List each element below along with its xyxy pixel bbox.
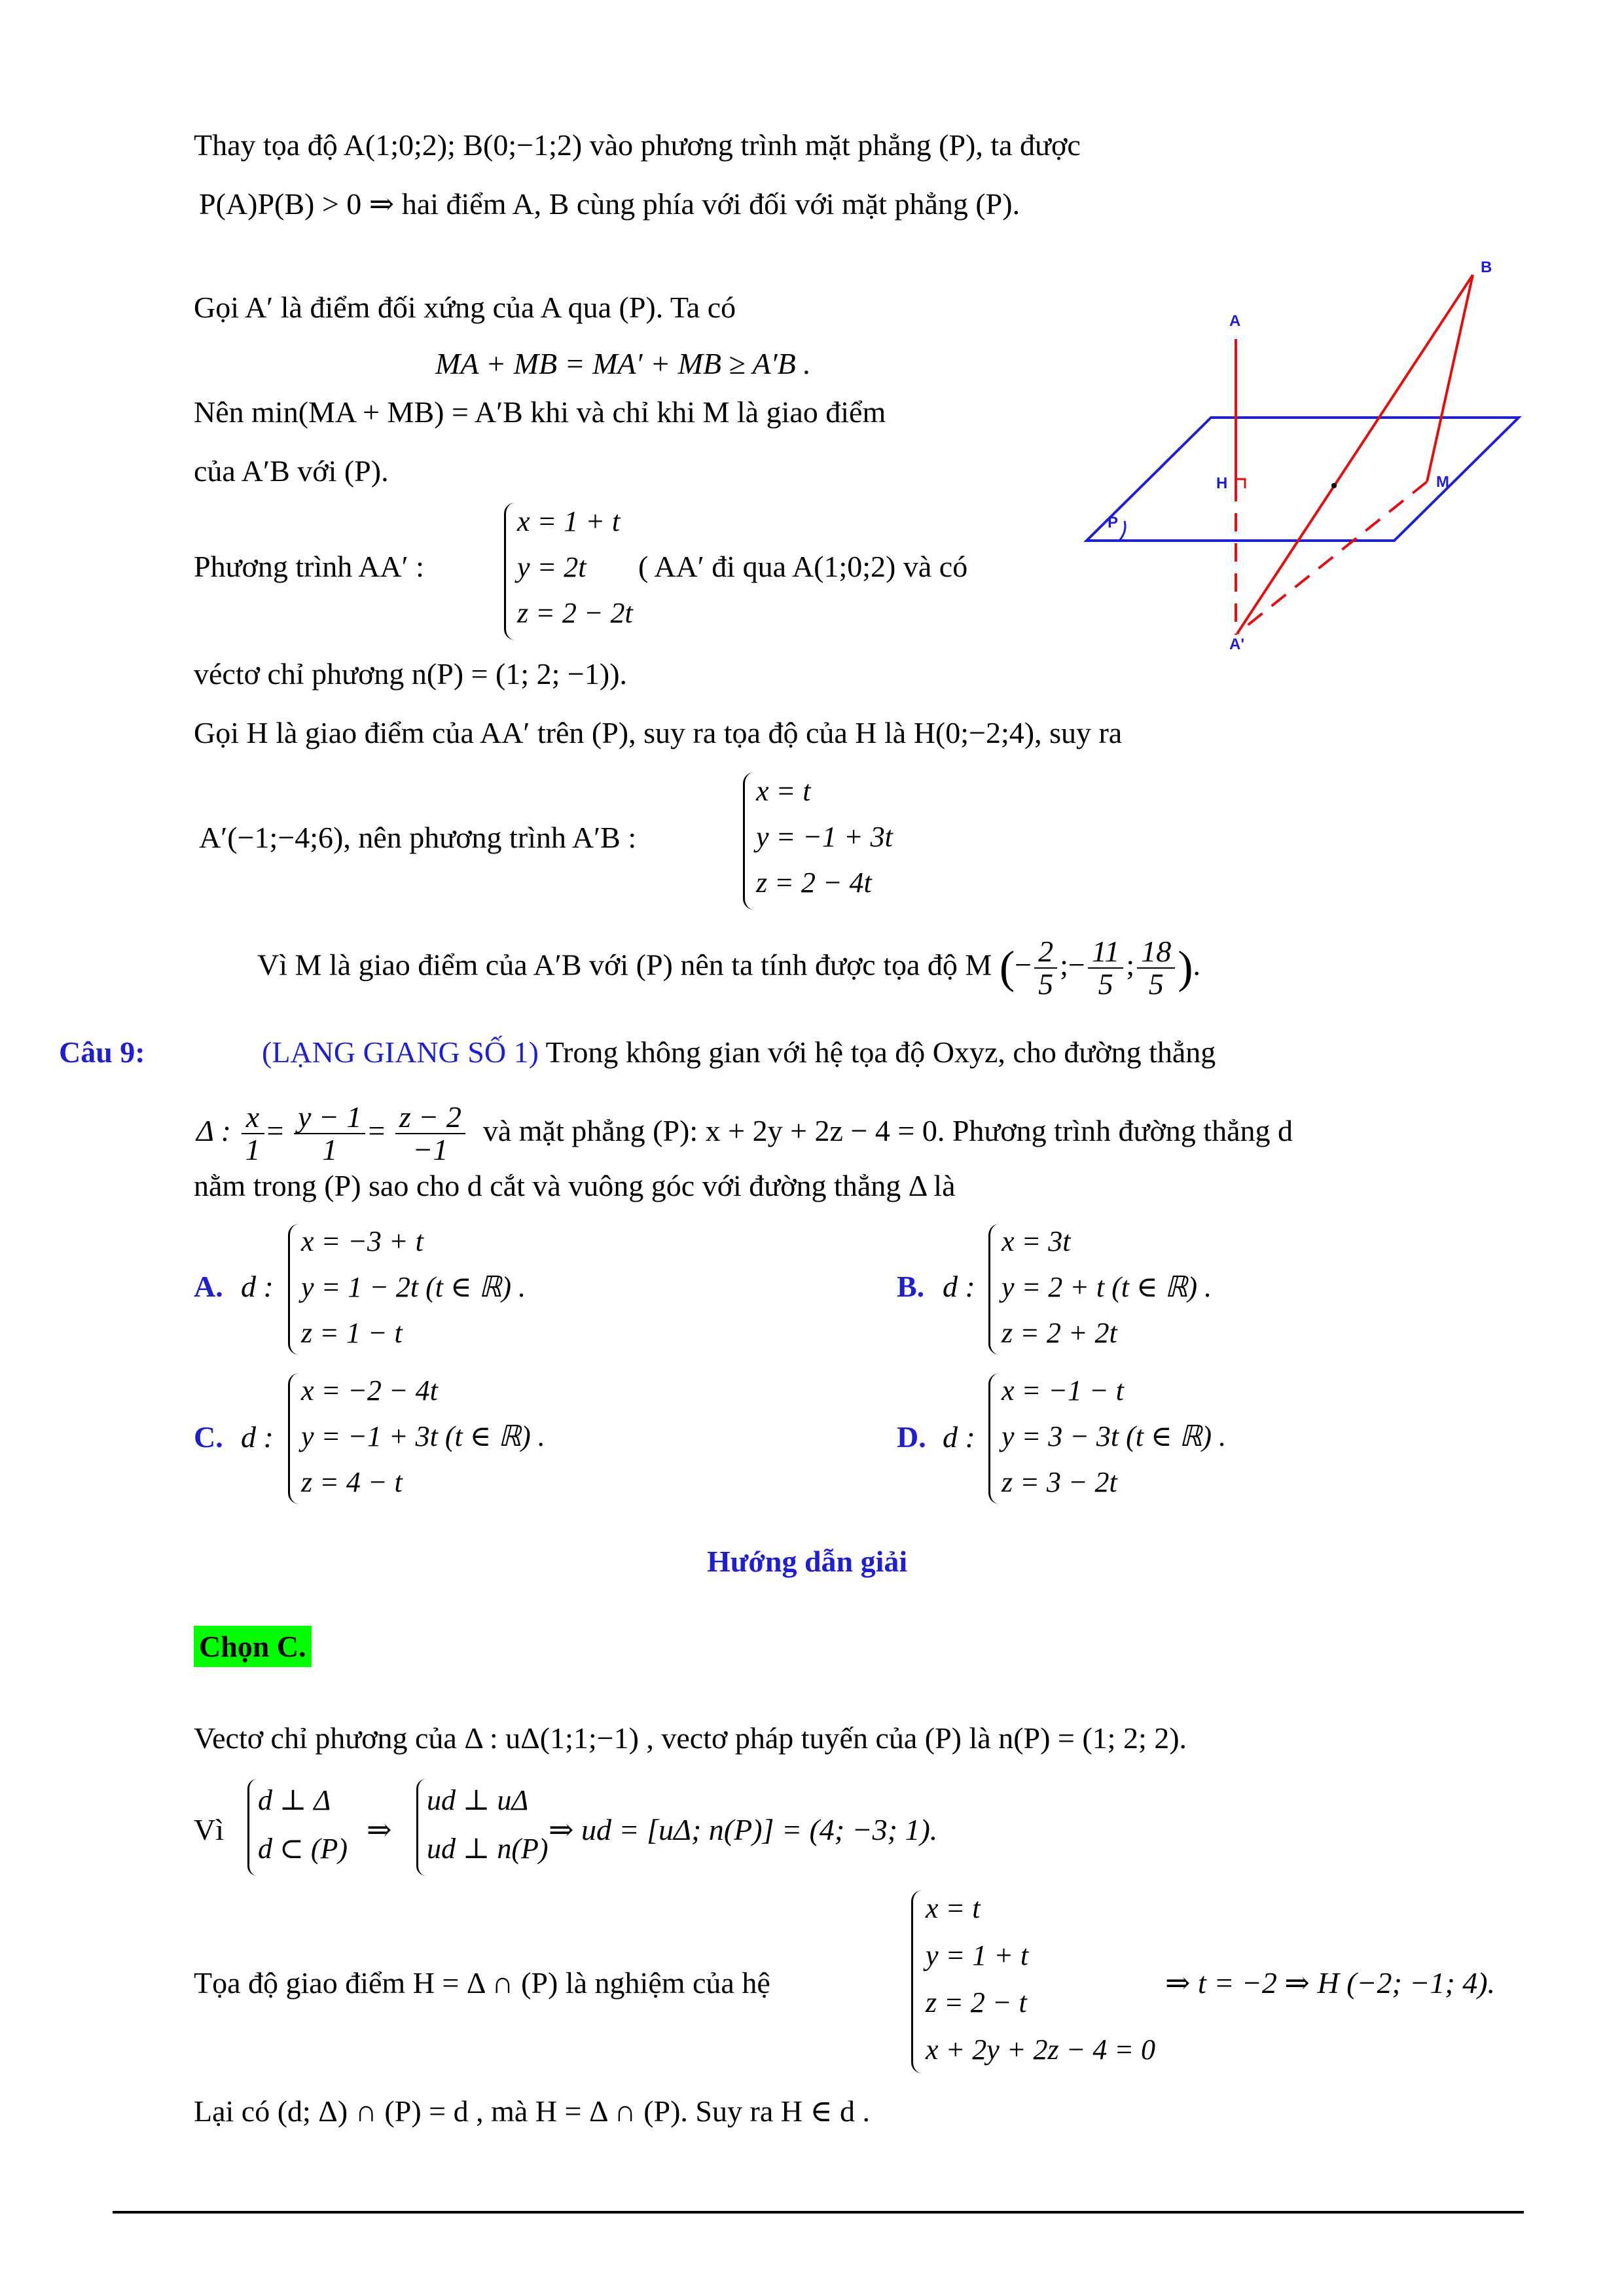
brace [288,1224,299,1355]
question-text: (LẠNG GIANG SỐ 1) Trong không gian với hệ tọa độ Oxyz, cho đường thẳng [262,1035,1216,1069]
text-line: Phương trình AA′ : [194,550,424,583]
option-d: x = −1 − t y = 3 − 3t (t ∈ ℝ) . z = 3 − 2t [1001,1374,1227,1498]
text-line: của A′B với (P). [194,454,389,488]
option-prefix: d : [241,1420,274,1454]
text-line: Gọi H là giao điểm của AA′ trên (P), suy ra tọa độ của H là H(0;−2;4), suy ra [194,716,1123,749]
equation-system: x = t y = 1 + t z = 2 − t x + 2y + 2z − 4 = 0 [926,1892,1155,2066]
segment-ba [1237,275,1473,634]
brace [743,772,754,910]
brace [288,1373,299,1504]
brace [416,1779,426,1876]
option-d-key[interactable]: D. [897,1420,926,1454]
solution-line: Vì [194,1813,224,1846]
text-line: P(A)P(B) > 0 ⇒ hai điểm A, B cùng phía với đối với mặt phẳng (P). [199,187,1020,221]
svg-text:M: M [1436,473,1449,491]
equation-system: x = 1 + t y = 2t z = 2 − 2t [517,505,633,629]
question-text: Δ : $\frac{x}{1}$ = $\frac{y - 1}{1}$ = $\frac{z - 2}{-1}$ và mặt phẳng (P): x + 2y + 2z − 4 = 0. Phương trình đường thẳng d [196,1100,1293,1167]
brace [504,503,515,640]
option-a: x = −3 + t y = 1 − 2t (t ∈ ℝ) . z = 1 − t [301,1225,526,1349]
option-prefix: d : [241,1270,274,1303]
solution-line: ⇒ ud = [uΔ; n(P)] = (4; −3; 1). [549,1813,938,1846]
option-c: x = −2 − 4t y = −1 + 3t (t ∈ ℝ) . z = 4 − t [301,1374,545,1498]
solution-title: Hướng dẫn giải [707,1545,908,1578]
answer-choice: Chọn C. [194,1627,312,1666]
implies: ⇒ [367,1813,392,1846]
question-label: Câu 9: [59,1035,145,1069]
right-angle-mark [1236,479,1245,488]
text-line: A′(−1;−4;6), nên phương trình A′B : [199,821,637,854]
question-text: nằm trong (P) sao cho d cắt và vuông góc với đường thẳng Δ là [194,1169,956,1202]
option-prefix: d : [943,1270,975,1303]
option-b: x = 3t y = 2 + t (t ∈ ℝ) . z = 2 + 2t [1001,1225,1212,1349]
option-prefix: d : [943,1420,975,1454]
geometry-figure [1080,249,1538,661]
svg-text:A: A [1229,312,1241,330]
plane-angle-mark [1119,521,1125,541]
brace [247,1779,257,1876]
option-b-key[interactable]: B. [897,1270,925,1303]
text-line: Thay tọa độ A(1;0;2); B(0;−1;2) vào phương trình mặt phẳng (P), ta được [194,128,1081,162]
segment-ma [1237,482,1427,634]
segment-bm [1427,275,1473,482]
brace [988,1224,1000,1355]
brace [988,1373,1000,1504]
point [1331,483,1337,488]
equation-system: d ⊥ Δ d ⊂ (P) [258,1784,348,1865]
svg-text:H: H [1216,475,1228,492]
text-line: Vì M là giao điểm của A′B với (P) nên ta tính được tọa độ M (− $\frac{2}{5}$ ;− $\frac{11}{5}$ ; $\frac{18}{5}$ ). [257,935,1200,1001]
svg-text:B: B [1481,259,1492,276]
solution-line: Lại có (d; Δ) ∩ (P) = d , mà H = Δ ∩ (P). Suy ra H ∈ d . [194,2094,871,2128]
svg-text:P: P [1108,514,1119,531]
solution-line: Vectơ chỉ phương của Δ : uΔ(1;1;−1) , vectơ pháp tuyến của (P) là n(P) = (1; 2; 2). [194,1721,1187,1755]
equation: MA + MB = MA′ + MB ≥ A′B . [435,347,811,380]
text-line: véctơ chỉ phương n(P) = (1; 2; −1)). [194,657,628,691]
plane-p [1087,418,1519,541]
option-c-key[interactable]: C. [194,1420,223,1454]
brace [911,1890,922,2073]
text-line: Gọi A′ là điểm đối xứng của A qua (P). Ta có [194,291,736,324]
footer-rule [113,2211,1524,2214]
option-a-key[interactable]: A. [194,1270,223,1303]
svg-text:A': A' [1229,636,1245,653]
solution-line: ⇒ t = −2 ⇒ H (−2; −1; 4). [1165,1966,1496,2000]
equation-system: ud ⊥ uΔ ud ⊥ n(P) [427,1784,549,1865]
equation-system: x = t y = −1 + 3t z = 2 − 4t [756,775,893,899]
text-line: ( AA′ đi qua A(1;0;2) và có [638,550,968,583]
text-line: Nên min(MA + MB) = A′B khi và chỉ khi M là giao điểm [194,395,886,429]
solution-line: Tọa độ giao điểm H = Δ ∩ (P) là nghiệm của hệ [194,1966,770,2000]
